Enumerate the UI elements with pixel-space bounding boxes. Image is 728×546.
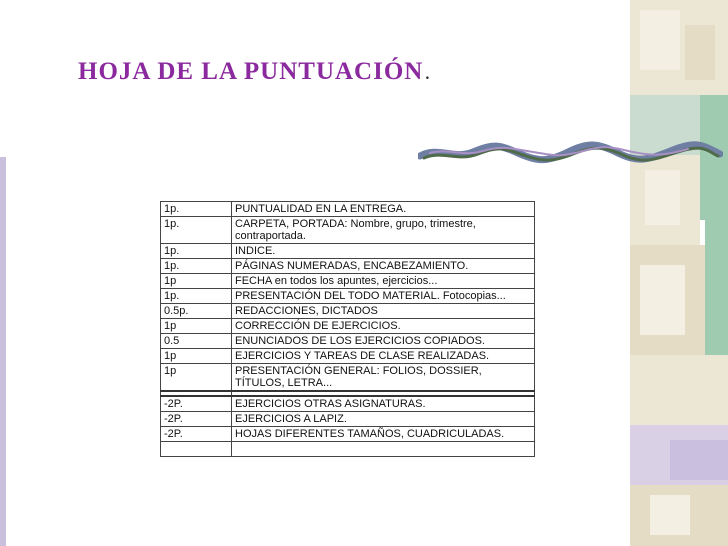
item-cell: HOJAS DIFERENTES TAMAÑOS, CUADRICULADAS.: [232, 427, 535, 442]
points-cell: 1p: [161, 349, 232, 364]
points-cell: 1p.: [161, 259, 232, 274]
table-row: [161, 259, 535, 274]
title-suffix: .: [425, 66, 431, 83]
table-row: [161, 334, 535, 349]
table-row: [161, 319, 535, 334]
item-cell: ENUNCIADOS DE LOS EJERCICIOS COPIADOS.: [232, 334, 535, 349]
points-cell: 1p.: [161, 244, 232, 259]
page-title: [78, 58, 430, 86]
scribble-decoration: [418, 140, 723, 170]
points-cell: 0.5p.: [161, 304, 232, 319]
points-cell: 1p.: [161, 217, 232, 244]
item-cell: FECHA en todos los apuntes, ejercicios...: [232, 274, 535, 289]
item-cell: EJERCICIOS OTRAS ASIGNATURAS.: [232, 396, 535, 412]
table-row: [161, 244, 535, 259]
points-cell: 1p.: [161, 289, 232, 304]
item-cell: PRESENTACIÓN DEL TODO MATERIAL. Fotocopias...: [232, 289, 535, 304]
item-cell: CARPETA, PORTADA: Nombre, grupo, trimestre, contraportada.: [232, 217, 535, 244]
points-cell: -2P.: [161, 412, 232, 427]
table-row: [161, 202, 535, 217]
table-row-empty: [161, 442, 535, 457]
right-decorative-mosaic: [630, 0, 728, 546]
points-cell: 1p.: [161, 202, 232, 217]
table-row: [161, 274, 535, 289]
table-row: [161, 396, 535, 412]
item-cell: PRESENTACIÓN GENERAL: FOLIOS, DOSSIER, TÍTULOS, LETRA...: [232, 364, 535, 392]
title-text: HOJA DE LA PUNTUACIÓN: [78, 58, 424, 85]
item-cell: CORRECCIÓN DE EJERCICIOS.: [232, 319, 535, 334]
points-cell: 1p: [161, 274, 232, 289]
item-cell: REDACCIONES, DICTADOS: [232, 304, 535, 319]
points-cell: 1p: [161, 319, 232, 334]
item-cell: PUNTUALIDAD EN LA ENTREGA.: [232, 202, 535, 217]
points-cell: -2P.: [161, 396, 232, 412]
table-row: [161, 427, 535, 442]
score-table: [160, 201, 535, 457]
left-decorative-strip: [0, 157, 6, 546]
item-cell: EJERCICIOS Y TAREAS DE CLASE REALIZADAS.: [232, 349, 535, 364]
points-cell: 1p: [161, 364, 232, 392]
table-row: [161, 289, 535, 304]
table-row: [161, 217, 535, 244]
table-row: [161, 304, 535, 319]
item-cell: INDICE.: [232, 244, 535, 259]
points-cell: 0.5: [161, 334, 232, 349]
table-row: [161, 412, 535, 427]
item-cell: PÁGINAS NUMERADAS, ENCABEZAMIENTO.: [232, 259, 535, 274]
table-row: [161, 349, 535, 364]
table-row: [161, 364, 535, 392]
item-cell: EJERCICIOS A LAPIZ.: [232, 412, 535, 427]
points-cell: -2P.: [161, 427, 232, 442]
